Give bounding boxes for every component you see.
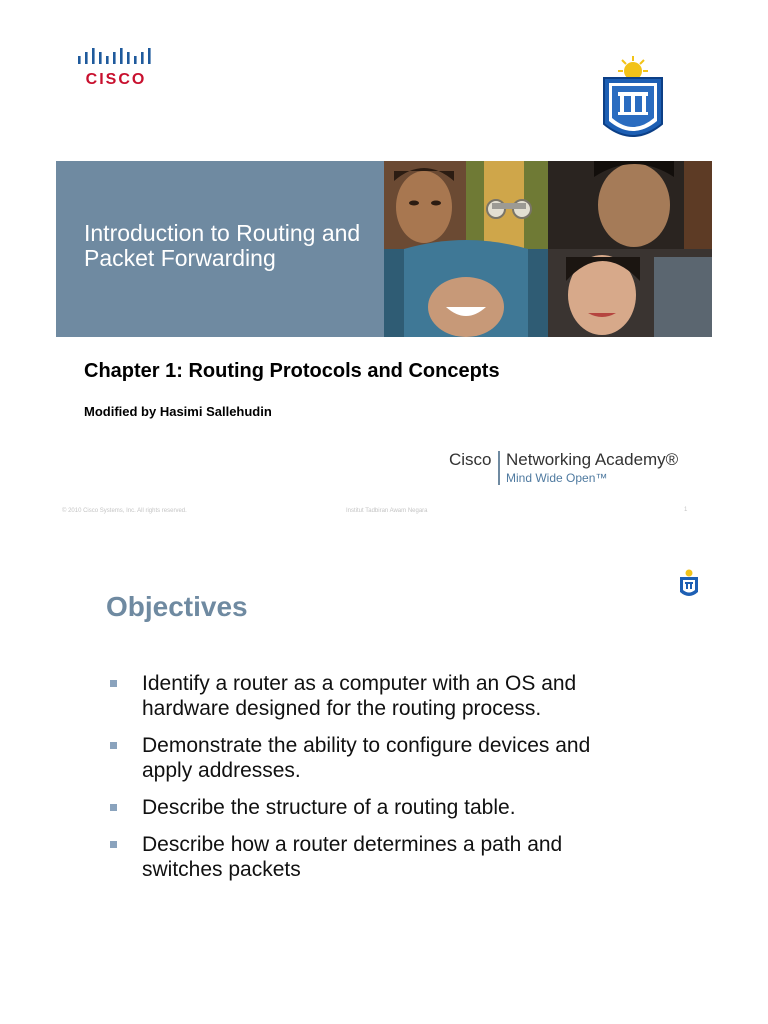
cisco-logo xyxy=(76,44,156,88)
list-item xyxy=(106,733,646,783)
school-crest-icon xyxy=(600,56,666,148)
square-bullet-icon xyxy=(110,680,117,687)
author-credit: Modified by Hasimi Sallehudin xyxy=(84,404,272,419)
photo-young-woman xyxy=(548,249,712,337)
photo-young-man xyxy=(384,161,466,249)
footer-institute: Institut Tadbiran Awam Negara xyxy=(346,508,428,514)
square-bullet-icon xyxy=(110,742,117,749)
cisco-logo-text: CISCO xyxy=(85,71,147,88)
photo-skateboard xyxy=(466,161,548,249)
objective-text: Describe the structure of a routing table. xyxy=(142,796,516,819)
list-item xyxy=(106,795,646,820)
square-bullet-icon xyxy=(110,841,117,848)
objective-text: Demonstrate the ability to configure devices and apply addresses. xyxy=(142,734,591,782)
small-crest-icon xyxy=(678,568,700,600)
objective-text: Identify a router as a computer with an OS and hardware designed for the routing process. xyxy=(142,672,577,720)
objectives-list xyxy=(106,671,646,894)
photo-collage xyxy=(384,161,712,337)
list-item xyxy=(106,832,646,882)
objectives-heading: Objectives xyxy=(106,591,248,622)
academy-cisco-label: Cisco xyxy=(449,450,492,469)
footer-copyright: © 2010 Cisco Systems, Inc. All rights reserved. xyxy=(62,508,187,514)
academy-name: Networking Academy® xyxy=(506,450,679,469)
objective-text: Describe how a router determines a path and switches packets xyxy=(142,833,563,881)
academy-tagline: Mind Wide Open™ xyxy=(506,471,608,485)
slide-title: Introduction to Routing and Packet Forwarding xyxy=(84,220,361,271)
square-bullet-icon xyxy=(110,804,117,811)
chapter-title: Chapter 1: Routing Protocols and Concepts xyxy=(84,360,500,382)
academy-divider xyxy=(498,451,500,485)
photo-hooded-person xyxy=(384,240,548,337)
list-item xyxy=(106,671,646,721)
photo-man-smiling xyxy=(548,161,712,249)
footer-page-number: 1 xyxy=(684,507,688,513)
